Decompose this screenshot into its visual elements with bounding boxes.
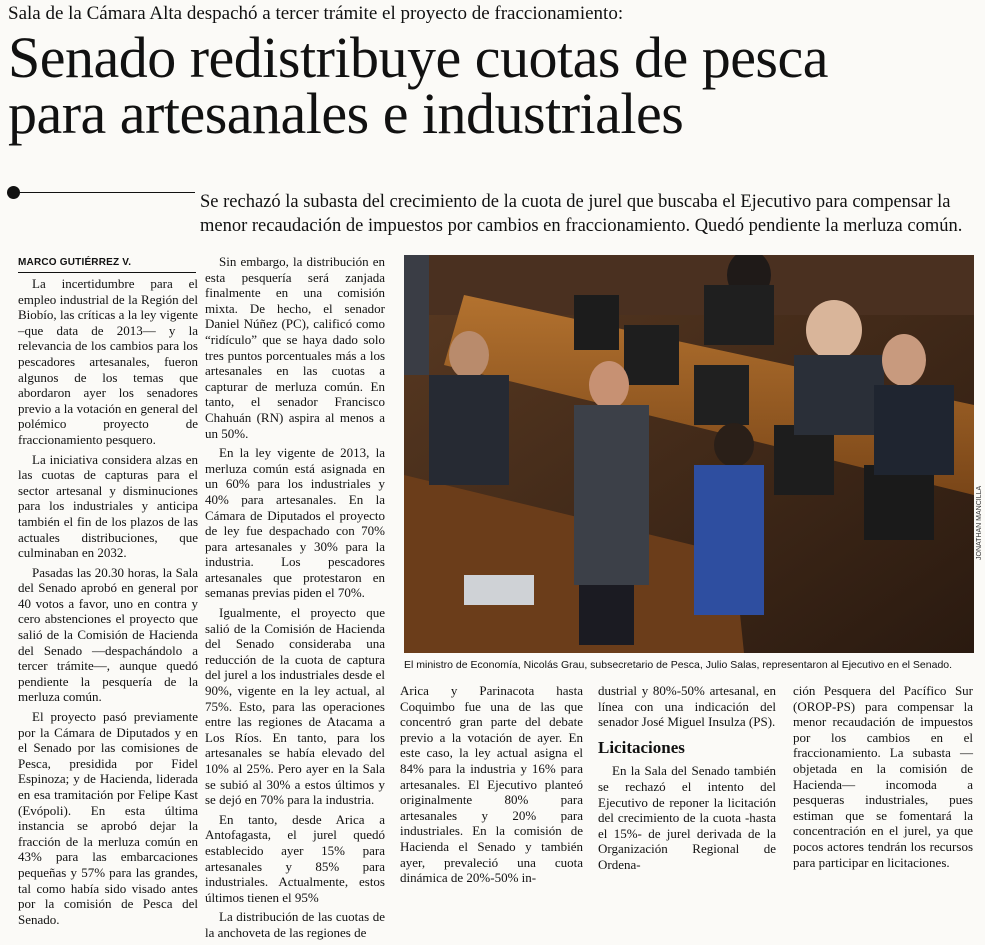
paragraph: En la ley vigente de 2013, la merluza común está asignada en un 60% para los industriales y 40% para artesanales. En la Cámara de Diputados el proyecto de ley fue despachado con 70% para artesanales y 30% para la industria. Los pescadores artesanales que protestaron en semanas previas piden el 70%. — [205, 445, 385, 601]
column-4 — [598, 683, 776, 877]
paragraph: dustrial y 80%-50% artesanal, en línea con una indicación del senador José Miguel Insulza (PS). — [598, 683, 776, 730]
paragraph: En tanto, desde Arica a Antofagasta, el jurel quedó establecido ayer 15% para artesanales y 85% para industriales. Actualmente, estos últimos tienen el 95% — [205, 811, 385, 905]
column-2 — [205, 254, 385, 945]
paragraph: La distribución de las cuotas de la anchoveta de las regiones de — [205, 909, 385, 940]
kicker: Sala de la Cámara Alta despachó a tercer trámite el proyecto de fraccionamiento: — [8, 3, 624, 24]
headline-line-2: para artesanales e industriales — [8, 81, 684, 146]
column-5 — [793, 683, 973, 874]
paragraph: La iniciativa considera alzas en las cuotas de capturas para el sector artesanal y disminuciones para los industriales y anticipa también el fin de los plazos de las actuales distribuciones, que culminaban en 2032. — [18, 451, 198, 561]
paragraph: ción Pesquera del Pacífico Sur (OROP-PS) para compensar la menor recaudación de impuestos por los cambios en el fraccionamiento. La subasta —objetada en la comisión de Hacienda— incomoda a pesqueras industriales, pues estiman que se fomentará la concentración en el jurel, ya que pocos actores tendrán los recursos para participar en licitaciones. — [793, 683, 973, 870]
photo-credit: JONATHAN MANCILLA — [976, 485, 983, 560]
paragraph: Sin embargo, la distribución en esta pesquería será zanjada finalmente en una comisión mixta. De hecho, el senador Daniel Núñez (PC), calificó como “ridículo” que se haya dado solo tres puntos porcentuales más a los artesanales en las cuotas a capturar de merluza común. En tanto, el senador Francisco Chahuán (RN) aspira al menos a un 50%. — [205, 254, 385, 441]
photo-caption: El ministro de Economía, Nicolás Grau, subsecretario de Pesca, Julio Salas, representaron al Ejecutivo en el Senado. — [404, 659, 953, 671]
byline: MARCO GUTIÉRREZ V. — [18, 257, 132, 268]
paragraph: Igualmente, el proyecto que salió de la Comisión de Hacienda del Senado consideraba una reducción de la cuota de captura del jurel a los industriales desde el 90%, vigente en la ley actual, al 75%. Esto, para las operaciones entre las regiones de Atacama a Los Ríos. En tanto, para los artesanales se había elevado del 10% al 25%. Pero ayer en la Sala se subió al 30% a estos últimos y se dejó en 70% para la industria. — [205, 605, 385, 808]
byline-rule — [18, 272, 196, 273]
paragraph: En la Sala del Senado también se rechazó el intento del Ejecutivo de reponer la licitación del crecimiento de la cuota -hasta el 15%- de jurel derivada de la Organización Regional de Ordena- — [598, 763, 776, 872]
paragraph: Arica y Parinacota hasta Coquimbo fue una de las que concentró gran parte del debate previo a la votación de ayer. En este caso, la ley actual asigna el 84% para la industria y 16% para artesanales. El Ejecutivo planteó originalmente 80% para artesanales y 20% para industriales. En la comisión de Hacienda el Senado y también ayer, prevaleció una cuota dinámica de 20%-50% in- — [400, 683, 583, 886]
paragraph: Pasadas las 20.30 horas, la Sala del Senado aprobó en general por 40 votos a favor, uno en contra y cero abstenciones el proyecto que salió de la Comisión de Hacienda del Senado —despachándolo a tercer trámite—, aunque quedó pendiente la pesquería de la merluza común. — [18, 564, 198, 705]
headline-line-1: Senado redistribuye cuotas de pesca — [8, 25, 828, 90]
lead-paragraph: Se rechazó la subasta del crecimiento de la cuota de jurel que buscaba el Ejecutivo para compensar la menor recaudación de impuestos por cambios en fraccionamiento. Quedó pendiente la merluza común. — [200, 192, 963, 236]
senate-session-photo — [404, 255, 974, 653]
subheading: Licitaciones — [598, 737, 685, 757]
paragraph: La incertidumbre para el empleo industrial de la Región del Biobío, las críticas a la ley vigente –que data de 2013— y la relevancia de los cambios para los pescadores artesanales, fueron algunos de los temas que abordaron ayer los senadores previo a la votación en general del polémico proyecto de fraccionamiento pesquero. — [18, 276, 198, 447]
photo-illustration — [404, 255, 974, 653]
lead-rule — [13, 192, 195, 193]
column-3 — [400, 683, 583, 890]
headline — [8, 25, 983, 146]
column-1 — [18, 276, 198, 931]
paragraph: El proyecto pasó previamente por la Cámara de Diputados y en el Senado por las comisiones de Pesca, presidida por Fidel Espinoza; y de Hacienda, liderada en esa tramitación por Felipe Kast (Evópoli). En esta última instancia se aprobó dejar la fracción de la merluza común en 43% para las embarcaciones pequeñas y 57% para las grandes, tal como había sido visado antes por la comisión de Pesca del Senado. — [18, 709, 198, 927]
